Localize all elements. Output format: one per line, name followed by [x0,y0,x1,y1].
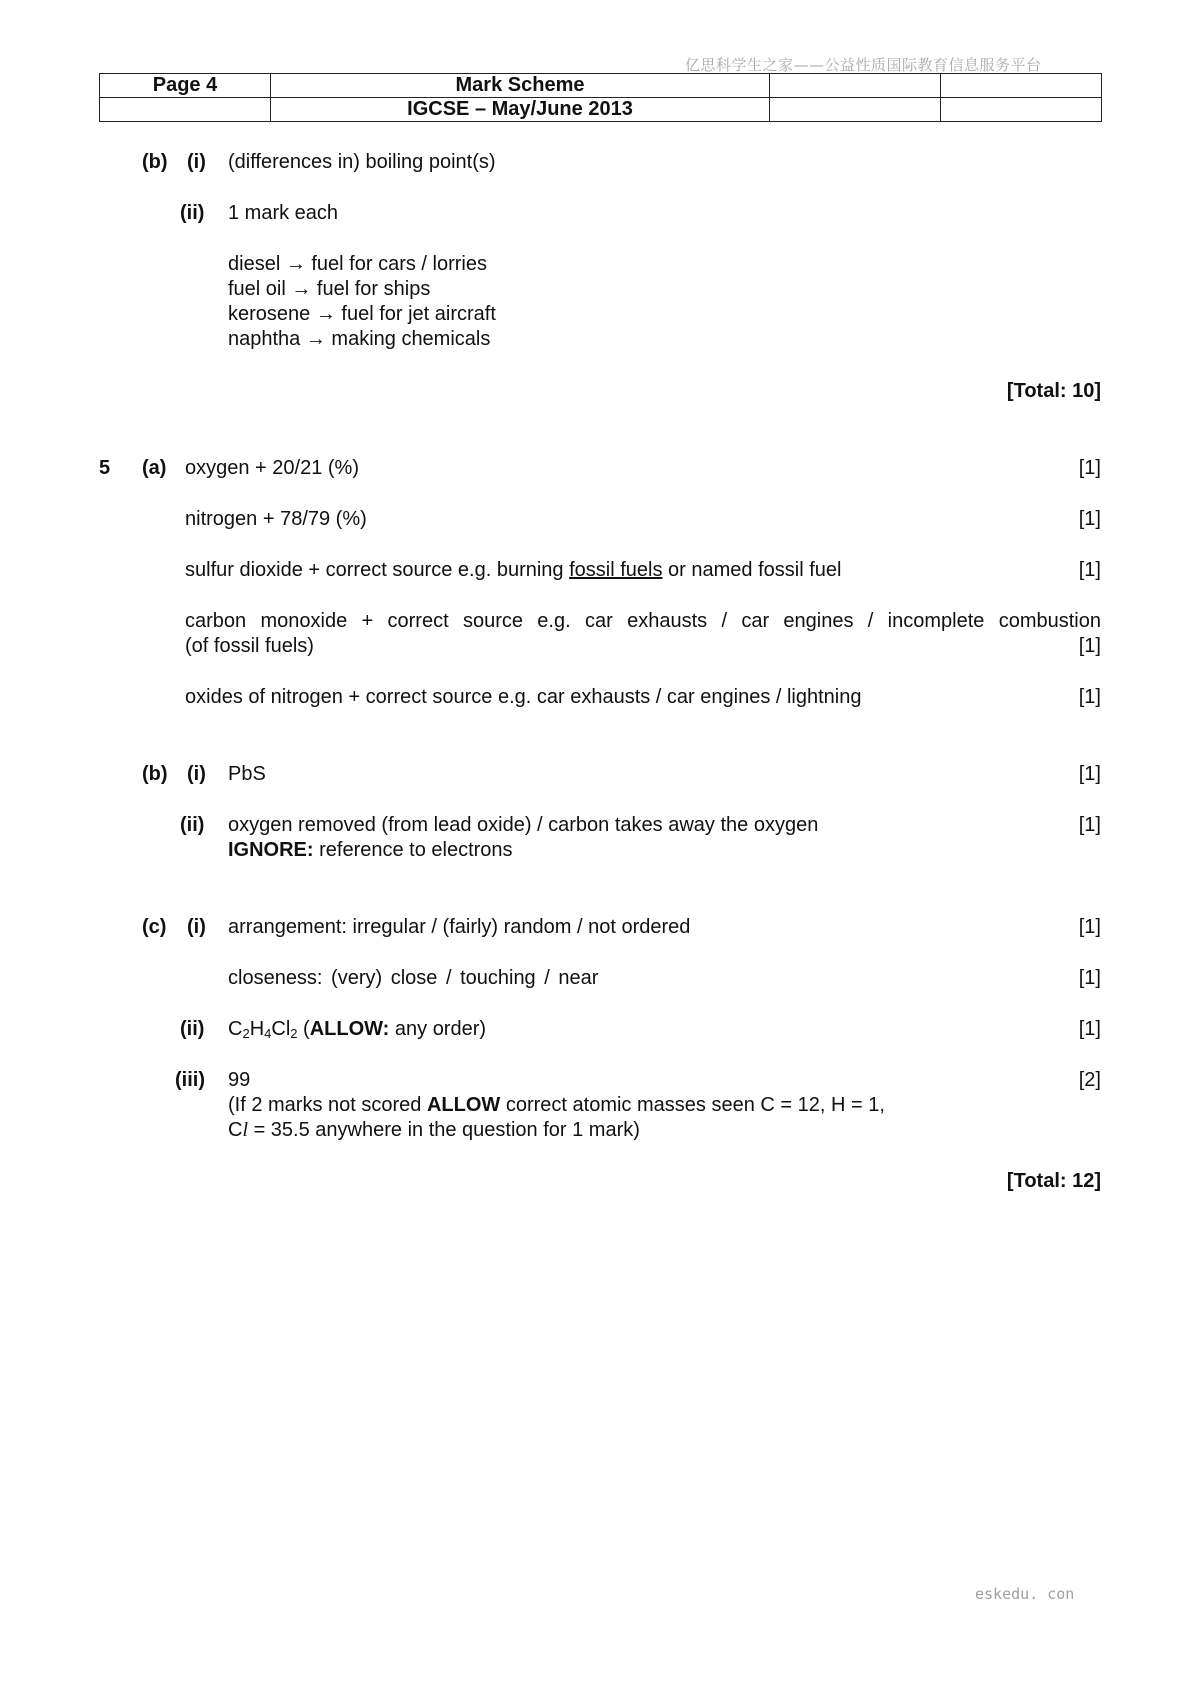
formula-subscript: 2 [290,1026,298,1041]
header-cell-empty [770,74,941,98]
formula-part: Cl [271,1018,291,1040]
formula-subscript: 4 [264,1026,272,1041]
q4b-ii-line: diesel → fuel for cars / lorries [228,253,487,275]
q5b-i-label: (i) [187,763,206,785]
formula-text: ( [297,1018,310,1040]
q5-total: [Total: 12] [1006,1170,1101,1192]
q4b-ii-line: naphtha → making chemicals [228,328,491,350]
header-row-2 [100,98,1102,122]
formula-text: any order) [389,1018,487,1040]
underlined-keyword: fossil fuels [569,559,663,581]
q4b-ii-label: (ii) [180,202,205,224]
mark: [1] [1078,508,1101,530]
q5a-answer: nitrogen + 78/79 (%) [185,508,367,530]
header-cell-empty [941,98,1102,122]
q5b-ii-answer: oxygen removed (from lead oxide) / carbon takes away the oxygen [228,814,819,836]
allow-keyword: ALLOW: [309,1018,390,1040]
note-text: = 35.5 anywhere in the question for 1 mark) [248,1119,640,1141]
note-text: C [228,1119,243,1141]
q5c-i-closeness: closeness: (very) close / touching / near [228,967,599,989]
q4b-part-label: (b) [142,151,168,173]
formula-part: C [228,1018,243,1040]
q4b-ii-line: fuel oil → fuel for ships [228,278,431,300]
mark: [1] [1078,967,1101,989]
mark: [1] [1078,686,1101,708]
page-number: Page 4 [100,74,271,98]
formula-subscript: 2 [242,1026,250,1041]
document-title: Mark Scheme [271,74,770,98]
mark: [1] [1078,763,1101,785]
footer-watermark: eskedu. con [975,1585,1075,1603]
answer-text: or named fossil fuel [662,559,842,581]
q4-total: [Total: 10] [1006,380,1101,402]
note-symbol: l [242,1119,249,1141]
q4b-i-label: (i) [187,151,206,173]
q5b-label: (b) [142,763,168,785]
q5a-answer-cont: (of fossil fuels) [185,635,314,657]
mark: [2] [1078,1069,1101,1091]
q5c-i-label: (i) [187,916,206,938]
answer-text: sulfur dioxide + correct source e.g. burning [185,559,570,581]
q4b-i-answer: (differences in) boiling point(s) [228,151,496,173]
q5b-ii-label: (ii) [180,814,205,836]
mark: [1] [1078,635,1101,657]
ignore-text: reference to electrons [313,839,513,861]
note-text: (If 2 marks not scored [228,1094,427,1116]
watermark: 亿思科学生之家——公益性质国际教育信息服务平台 [685,56,1042,74]
q5a-label: (a) [142,457,167,479]
q5-number: 5 [99,457,111,479]
mark: [1] [1078,814,1101,836]
q5c-iii-note [228,1094,885,1117]
q5c-ii-label: (ii) [180,1018,205,1040]
q5c-iii-label: (iii) [175,1069,205,1091]
q4b-ii-instruction: 1 mark each [228,202,339,224]
q5a-answer: oxides of nitrogen + correct source e.g. car exhausts / car engines / lightning [185,686,862,708]
q5c-ii-formula [228,1018,486,1041]
mark: [1] [1078,559,1101,581]
q5c-iii-note [228,1119,640,1142]
header-cell-empty [100,98,271,122]
q5b-ii-ignore-note [228,839,513,862]
header-cell-empty [770,98,941,122]
syllabus-title: IGCSE – May/June 2013 [271,98,770,122]
allow-keyword: ALLOW [426,1094,501,1116]
q4b-ii-line: kerosene → fuel for jet aircraft [228,303,496,325]
mark: [1] [1078,916,1101,938]
q5c-label: (c) [142,916,167,938]
q5a-answer: carbon monoxide + correct source e.g. car exhausts / car engines / incomplete combustion [185,610,1101,632]
ignore-keyword: IGNORE: [228,839,314,861]
formula-part: H [249,1018,265,1040]
q5b-i-answer: PbS [228,763,266,785]
header-table [99,73,1102,122]
note-text: correct atomic masses seen C = 12, H = 1, [500,1094,885,1116]
q5c-iii-answer: 99 [228,1069,251,1091]
header-cell-empty [941,74,1102,98]
header-row-1 [100,74,1102,98]
q5c-i-arrangement: arrangement: irregular / (fairly) random / not ordered [228,916,691,938]
mark: [1] [1078,457,1101,479]
q5a-answer: oxygen + 20/21 (%) [185,457,359,479]
mark: [1] [1078,1018,1101,1040]
q5a-answer [185,559,841,582]
